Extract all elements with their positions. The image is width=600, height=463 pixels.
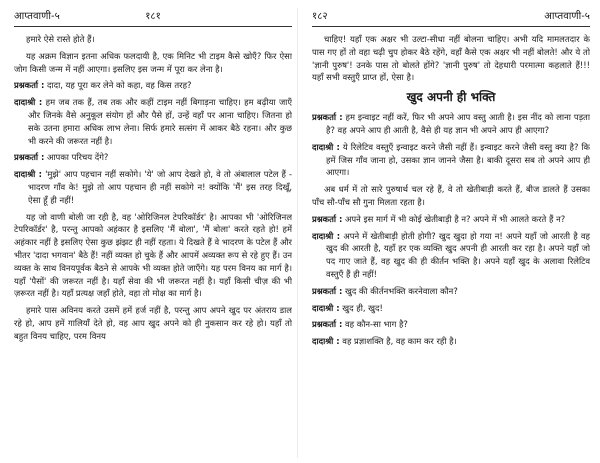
dialogue-text: आपका परिचय देंगे?: [47, 152, 109, 163]
section-heading: खुद अपनी ही भक्ति: [406, 90, 496, 105]
speaker-label: दादाश्री :: [14, 97, 43, 108]
speaker-label: दादाश्री :: [312, 336, 340, 347]
speaker-label: दादाश्री :: [312, 302, 340, 313]
dialogue-text: अपने में खेतीबाड़ी होती होगी? खुद खुदा हो गया न! अपने यहाँ जो आरती है वह खुद की आरती है, यहाँ हर एक व्यक्ति खुद अपनी ही आरती कर रहा है। अपने यहाँ जो पद गाए जाते हैं, वह खुद की ही कीर्तन भक्ति है। अपने यहाँ खुद के अलावा रिलेटिव वस्तुएँ हैं ही नहीं!: [326, 230, 590, 279]
right-page-number: १८२: [312, 11, 328, 22]
left-page-body: [14, 33, 292, 343]
dialogue-text: हम इन्वाइट नहीं करें, फिर भी अपने आप वस्तु आती है। इस नींद को लाना पड़ता है? वह अपने आप ही आती है, वैसे ही यह ज्ञान भी अपने आप ही आएगा?: [326, 112, 590, 135]
page-gutter: [297, 8, 298, 458]
body-paragraph: हमारे ऐसे रास्ते होते हैं।: [26, 34, 95, 44]
speaker-label: प्रश्नकर्ता :: [312, 213, 343, 224]
dialogue-paragraph: [312, 335, 590, 348]
body-paragraph: यह जो वाणी बोली जा रही है, वह 'ओरिजिनल टेपरिकॉर्डर' है। आपका भी 'ओरिजिनल टेपरिकॉर्डर' है, परन्तु आपको अहंकार है इसलिए 'मैं बोला', 'मैं बोला' करते रहते हो! हमें अहंकार नहीं है इसलिए ऐसा कुछ झंझट ही नहीं रहता। ये दिखते हैं वे भादरण के पटेल हैं और भीतर 'दादा भगवान' बैठे हैं! नहीं व्यक्त हो चुके हैं और आपमें अव्यक्त रूप से रहे हुए हैं। उन व्यक्त के साथ विनयपूर्वक बैठने से आपके भी व्यक्त होते जाएँगे। यह परम विनय का मार्ग है। यहाँ 'पैसों' की जरूरत नहीं है। यहाँ सेवा की भी जरूरत नहीं है। यहाँ किसी चीज़ की भी ज़रूरत नहीं है। यहाँ प्रत्यक्ष जहाँ होते, वहा तो मोक्ष का मार्ग है।: [14, 211, 292, 299]
dialogue-paragraph: [312, 302, 590, 315]
body-paragraph: हमारे पास अविनय करते उसमें हमें हर्ज नहीं है, परन्तु आप अपने खुद पर अंतराय डाल रहे हो, आप हमें गालियाँ देते हो, वह आप खुद अपने को ही नुकसान कर रहे हो। यहाँ तो बहुत विनय चाहिए, परम विनय: [14, 305, 292, 341]
dialogue-text: हम जब तक हैं, तब तक और कहीं टाइम नहीं बिगाड़ना चाहिए। हम बढ़ीया जाएँ और जिनके वैसे अनुकूल संयोग हों और पैसे हों, उन्हें वहाँ पर आना चाहिए। जितना हो सके उतना हमारा अधिक लाभ लेना। सिर्फ हमारे सत्संग में आकर बैठे रहना। और कुछ भी करने की जरूरत नहीं है।: [28, 97, 292, 146]
speaker-label: प्रश्नकर्ता :: [312, 319, 343, 330]
dialogue-paragraph: [312, 318, 590, 331]
dialogue-paragraph: [312, 111, 590, 137]
left-running-title: आप्तवाणी-५: [14, 11, 60, 22]
right-page-body-top: [312, 33, 590, 84]
speaker-label: प्रश्नकर्ता :: [14, 80, 45, 91]
dialogue-text: खुद ही, खुद!: [342, 302, 383, 313]
dialogue-paragraph: [312, 141, 590, 179]
dialogue-text: वह प्रज्ञाशक्ति है, वह काम कर रही है।: [342, 336, 457, 347]
dialogue-paragraph: [312, 285, 590, 298]
right-page-body-bottom: [312, 111, 590, 348]
dialogue-paragraph: [312, 230, 590, 281]
left-page-header: [14, 8, 292, 24]
speaker-label: दादाश्री :: [312, 230, 341, 241]
dialogue-text: वह कौन-सा भाग है?: [345, 319, 408, 330]
dialogue-text: खुद की कीर्तनभक्ति करनेवाला कौन?: [345, 285, 458, 296]
left-page-number: १८१: [145, 11, 161, 22]
dialogue-paragraph: [312, 213, 590, 226]
dialogue-text: दादा, यह पूरा कर लेने को कहा, वह किस तरह?: [47, 80, 192, 91]
speaker-label: प्रश्नकर्ता :: [14, 152, 45, 163]
dialogue-text: अपने इस मार्ग में भी कोई खेतीबाड़ी है न? अपने में भी आलते करते हैं न?: [345, 213, 566, 224]
dialogue-text: ये रिलेटिव वस्तुएँ इन्वाइट करने जैसी नहीं हैं। इन्वाइट करने जैसी वस्तु क्या है? कि हमें जिस गाँव जाना हो, उसका ज्ञान जानने जैसा है। बाकी दूसरा सब तो अपने आप ही आएगा।: [326, 141, 590, 178]
dialogue-paragraph: [14, 168, 292, 206]
right-running-title: आप्तवाणी-५: [544, 11, 590, 22]
right-page: [312, 8, 590, 458]
dialogue-paragraph: [14, 79, 292, 92]
body-paragraph: अब धर्म में तो सारे पुरुषार्थ चल रहे हैं, वे तो खेतीबाड़ी करते हैं, बीज डालते हैं उसका पाँच सौ-पाँच सौ गुना मिलता रहता है।: [312, 184, 590, 207]
right-header-rule: [312, 26, 590, 27]
speaker-label: दादाश्री :: [312, 141, 340, 152]
speaker-label: प्रश्नकर्ता :: [312, 112, 343, 123]
left-header-rule: [14, 26, 292, 27]
right-page-header: [312, 8, 590, 24]
dialogue-paragraph: [14, 96, 292, 147]
dialogue-paragraph: [14, 151, 292, 164]
speaker-label: प्रश्नकर्ता :: [312, 285, 343, 296]
dialogue-text: 'मुझे' आप पहचान नहीं सकोगे। 'ये' जो आप देखते हो, वे तो अंबालाल पटेल हैं - भादरण गाँव के! मुझे तो आप पहचान ही नहीं सकोगे न! क्योंकि 'मैं' इस तरह दिखूँ, ऐसा हूँ ही नहीं!: [28, 169, 292, 205]
speaker-label: दादाश्री :: [14, 169, 42, 180]
body-paragraph: यह अक्रम विज्ञान इतना अधिक फलदायी है, एक मिनिट भी टाइम कैसे खोएँ? फिर ऐसा जोग किसी जन्म में नहीं आएगा। इसलिए इस जन्म में पूरा कर लेना है।: [14, 50, 292, 74]
body-paragraph: चाहिए! यहाँ एक अक्षर भी उल्टा-सीधा नहीं बोलना चाहिए। अभी यदि मामलतदार के पास गए हों तो वहा चढ़ी चुप होकर बैठे रहेंगे, वहाँ कैसे एक अक्षर भी नहीं बोलते! और ये तो 'ज्ञानी पुरुष'! उनके पास तो बोलते होंगे? 'ज्ञानी पुरुष' तो देहधारी परमात्मा कहलाते हैं!!! यहाँ सभी वस्तुएँ प्राप्त हों, ऐसा है।: [312, 34, 590, 83]
left-page: [14, 8, 292, 458]
